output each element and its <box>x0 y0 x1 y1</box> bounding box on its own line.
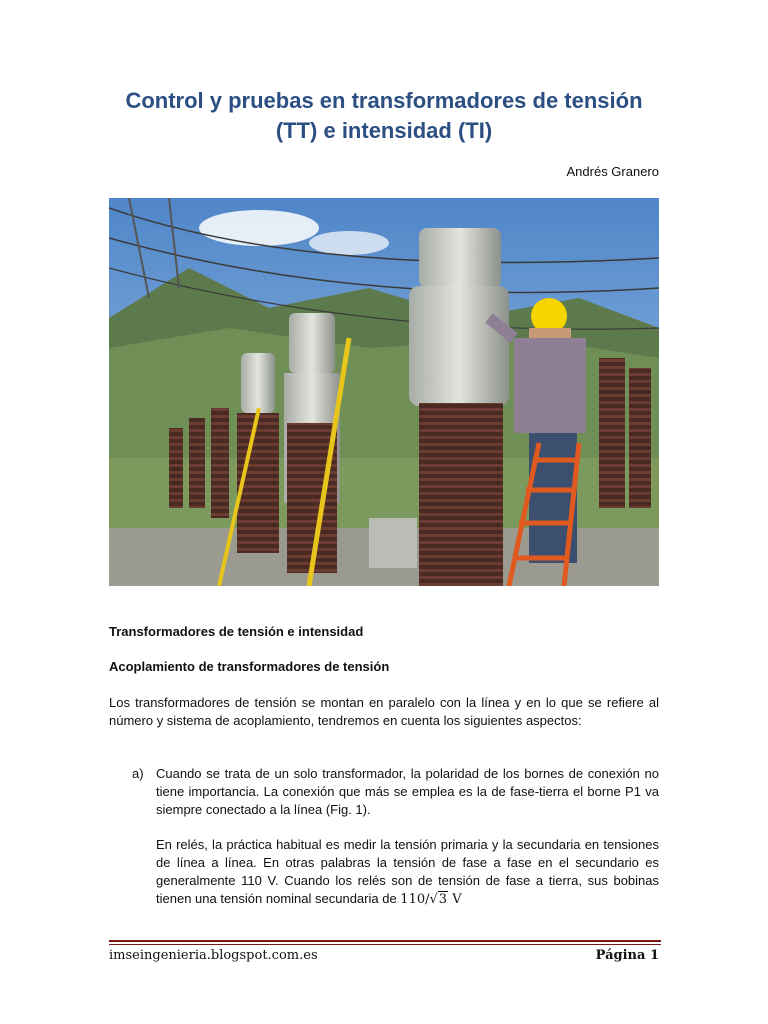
list-marker: a) <box>132 766 144 781</box>
footer-divider <box>109 940 661 945</box>
list-item-paragraph <box>156 836 659 909</box>
substation-photo <box>109 198 659 586</box>
intro-paragraph: Los transformadores de tensión se montan en paralelo con la línea y en lo que se refiere al número y sistema de acoplamiento, tendremos en cuenta los siguientes aspectos: <box>109 695 659 728</box>
section-heading: Transformadores de tensión e intensidad <box>109 624 364 639</box>
formula-numerator: 110/ <box>400 892 430 907</box>
subsection-heading: Acoplamiento de transformadores de tensión <box>109 659 390 674</box>
list-item-text: Cuando se trata de un solo transformador, la polaridad de los bornes de conexión no tiene importancia. La conexión que más se emplea es la de fase-tierra el borne P1 va siempre conectado a la línea (Fig. 1). <box>156 766 659 817</box>
sqrt-formula: 110/√3 V <box>400 892 462 907</box>
formula-radicand: 3 <box>438 892 448 907</box>
footer-site: imseingenieria.blogspot.com.es <box>109 948 318 963</box>
relay-paragraph-text: En relés, la práctica habitual es medir la tensión primaria y la secundaria en tensiones de línea a línea. En otras palabras la tensión de fase a fase en el secundario es generalmente 110 V. Cuando los relés son de tensión de fase a tierra, sus bobinas tienen una tensión nominal secundaria de <box>156 837 659 906</box>
author-name: Andrés Granero <box>566 164 659 179</box>
document-title: Control y pruebas en transformadores de tensión (TT) e intensidad (TI) <box>125 88 643 143</box>
formula-unit: V <box>452 892 462 907</box>
page-number: Página 1 <box>595 948 659 963</box>
